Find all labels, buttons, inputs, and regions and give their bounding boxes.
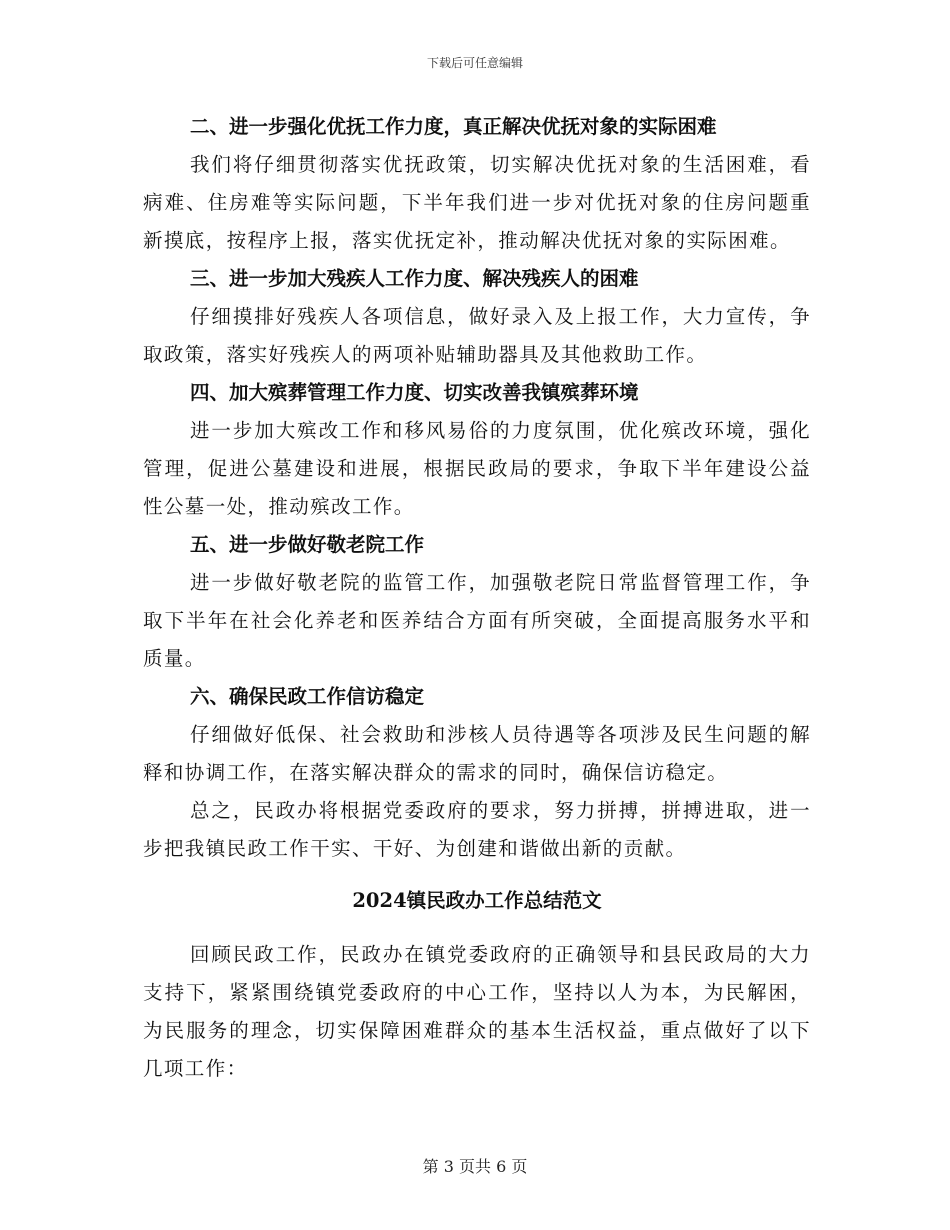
document-body <box>143 108 811 1088</box>
section-body-6: 仔细做好低保、社会救助和涉核人员待遇等各项涉及民生问题的解释和协调工作，在落实解决群众的需求的同时，确保信访稳定。 <box>143 723 811 784</box>
section-heading-3: 三、进一步加大残疾人工作力度、解决残疾人的困难 <box>190 267 639 290</box>
section-heading-5: 五、进一步做好敬老院工作 <box>190 533 425 556</box>
section-heading-2: 二、进一步强化优抚工作力度，真正解决优抚对象的实际困难 <box>190 115 717 138</box>
page-header: 下载后可任意编辑 <box>426 56 523 70</box>
section-body-3: 仔细摸排好残疾人各项信息，做好录入及上报工作，大力宣传，争取政策，落实好残疾人的两项补贴辅助器具及其他救助工作。 <box>143 305 811 366</box>
summary-title: 2024镇民政办工作总结范文 <box>352 889 602 912</box>
section-body-5: 进一步做好敬老院的监管工作，加强敬老院日常监督管理工作，争取下半年在社会化养老和医养结合方面有所突破，全面提高服务水平和质量。 <box>143 571 811 670</box>
page-number: 第 3 页共 6 页 <box>422 1157 528 1176</box>
conclusion-paragraph: 总之，民政办将根据党委政府的要求，努力拼搏，拼搏进取，进一步把我镇民政工作干实、干好、为创建和谐做出新的贡献。 <box>143 799 811 860</box>
section-heading-6: 六、确保民政工作信访稳定 <box>190 685 425 708</box>
section-body-2: 我们将仔细贯彻落实优抚政策，切实解决优抚对象的生活困难，看病难、住房难等实际问题，下半年我们进一步对优抚对象的住房问题重新摸底，按程序上报，落实优抚定补，推动解决优抚对象的实际困难。 <box>143 153 811 252</box>
section-body-4: 进一步加大殡改工作和移风易俗的力度氛围，优化殡改环境，强化管理，促进公墓建设和进展，根据民政局的要求，争取下半年建设公益性公墓一处，推动殡改工作。 <box>143 419 811 518</box>
summary-intro-paragraph: 回顾民政工作，民政办在镇党委政府的正确领导和县民政局的大力支持下，紧紧围绕镇党委政府的中心工作，坚持以人为本，为民解困，为民服务的理念，切实保障困难群众的基本生活权益，重点做好了以下几项工作： <box>143 943 811 1080</box>
section-heading-4: 四、加大殡葬管理工作力度、切实改善我镇殡葬环境 <box>190 381 639 404</box>
